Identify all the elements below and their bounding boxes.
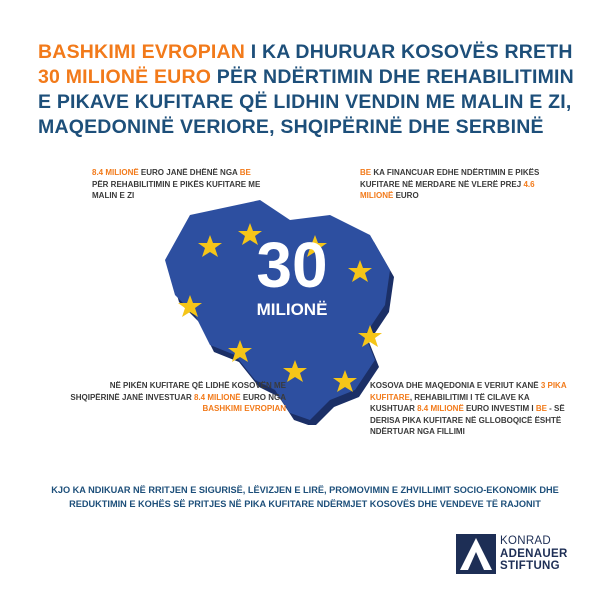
kas-logo [456, 534, 586, 578]
logo-line-3: STIFTUNG [500, 560, 560, 572]
headline-text-2: PËR NDËRTIMIN DHE REHABILITIMIN E PIKAVE KUFITARE QË LIDHIN VENDIN ME MALIN E ZI, MAQEDONINË VERIORE, SHQIPËRINË DHE SERBINË [38, 66, 574, 138]
note-bl-eu: BASHKIMI EVROPIAN [202, 404, 286, 413]
logo-line-1: KONRAD [500, 535, 552, 547]
headline-text-1: I KA DHURUAR KOSOVËS RRETH [245, 41, 573, 63]
kas-logo-text [500, 535, 568, 573]
note-tl-text-2: PËR REHABILITIMIN E PIKËS KUFITARE ME MALIN E ZI [92, 179, 261, 200]
amount-unit: MILIONË [256, 300, 328, 319]
note-bl-text-2: EURO NGA [240, 392, 286, 402]
note-tr-be: BE [360, 168, 372, 177]
note-bottom-left [66, 380, 286, 415]
note-tr-amount: 4.6 MILIONË [360, 179, 535, 200]
note-br-text-4: - SË DERISA PIKA KUFITARE NË GLLOBOQICË ËSHTË NDËRTUAR NGA FILLIMI [370, 404, 565, 436]
note-br-amount: 8.4 MILIONË [417, 404, 464, 413]
note-br-text-3: EURO INVESTIM I [463, 404, 536, 413]
note-tl-text-1: EURO JANË DHËNË NGA [138, 168, 240, 177]
logo-line-2: ADENAUER [500, 547, 568, 560]
note-tl-be: BE [239, 168, 251, 177]
note-bottom-right [370, 380, 570, 438]
note-br-text-1: KOSOVA DHE MAQEDONIA E VERIUT KANË [370, 381, 541, 390]
note-bl-text-1: NË PIKËN KUFITARE QË LIDHË KOSOVËN ME SHQIPËRINË JANË INVESTUAR [70, 381, 286, 402]
note-br-points: 3 PIKA KUFITARE [370, 381, 567, 402]
note-br-be: BE [535, 404, 547, 413]
headline-accent-amount: 30 MILIONË EURO [38, 66, 212, 88]
note-tl-amount: 8.4 MILIONË [92, 168, 139, 177]
headline [38, 40, 583, 140]
footer-statement: KJO KA NDIKUAR NË RRITJEN E SIGURISË, LËVIZJEN E LIRË, PROMOVIMIN E ZHVILLIMIT SOCIO-EKONOMIK DHE REDUKTIMIN E KOHËS SË PRITJES NË PIKA KUFITARE NDËRMJET KOSOVËS DHE VENDEVE TË RAJONIT [51, 485, 559, 509]
note-br-text-2: , REHABILITIMI I TË CILAVE KA KUSHTUAR [370, 392, 530, 413]
kas-logo-icon [456, 534, 496, 574]
note-tr-text-2: EURO [393, 191, 419, 200]
headline-accent-eu: BASHKIMI EVROPIAN [38, 41, 246, 63]
note-bl-amount: 8.4 MILIONË [193, 392, 241, 402]
amount-number: 30 [256, 229, 328, 301]
note-tr-text-1: KA FINANCUAR EDHE NDËRTIMIN E PIKËS KUFITARE NË MERDARE NË VLERË PREJ [360, 168, 540, 189]
